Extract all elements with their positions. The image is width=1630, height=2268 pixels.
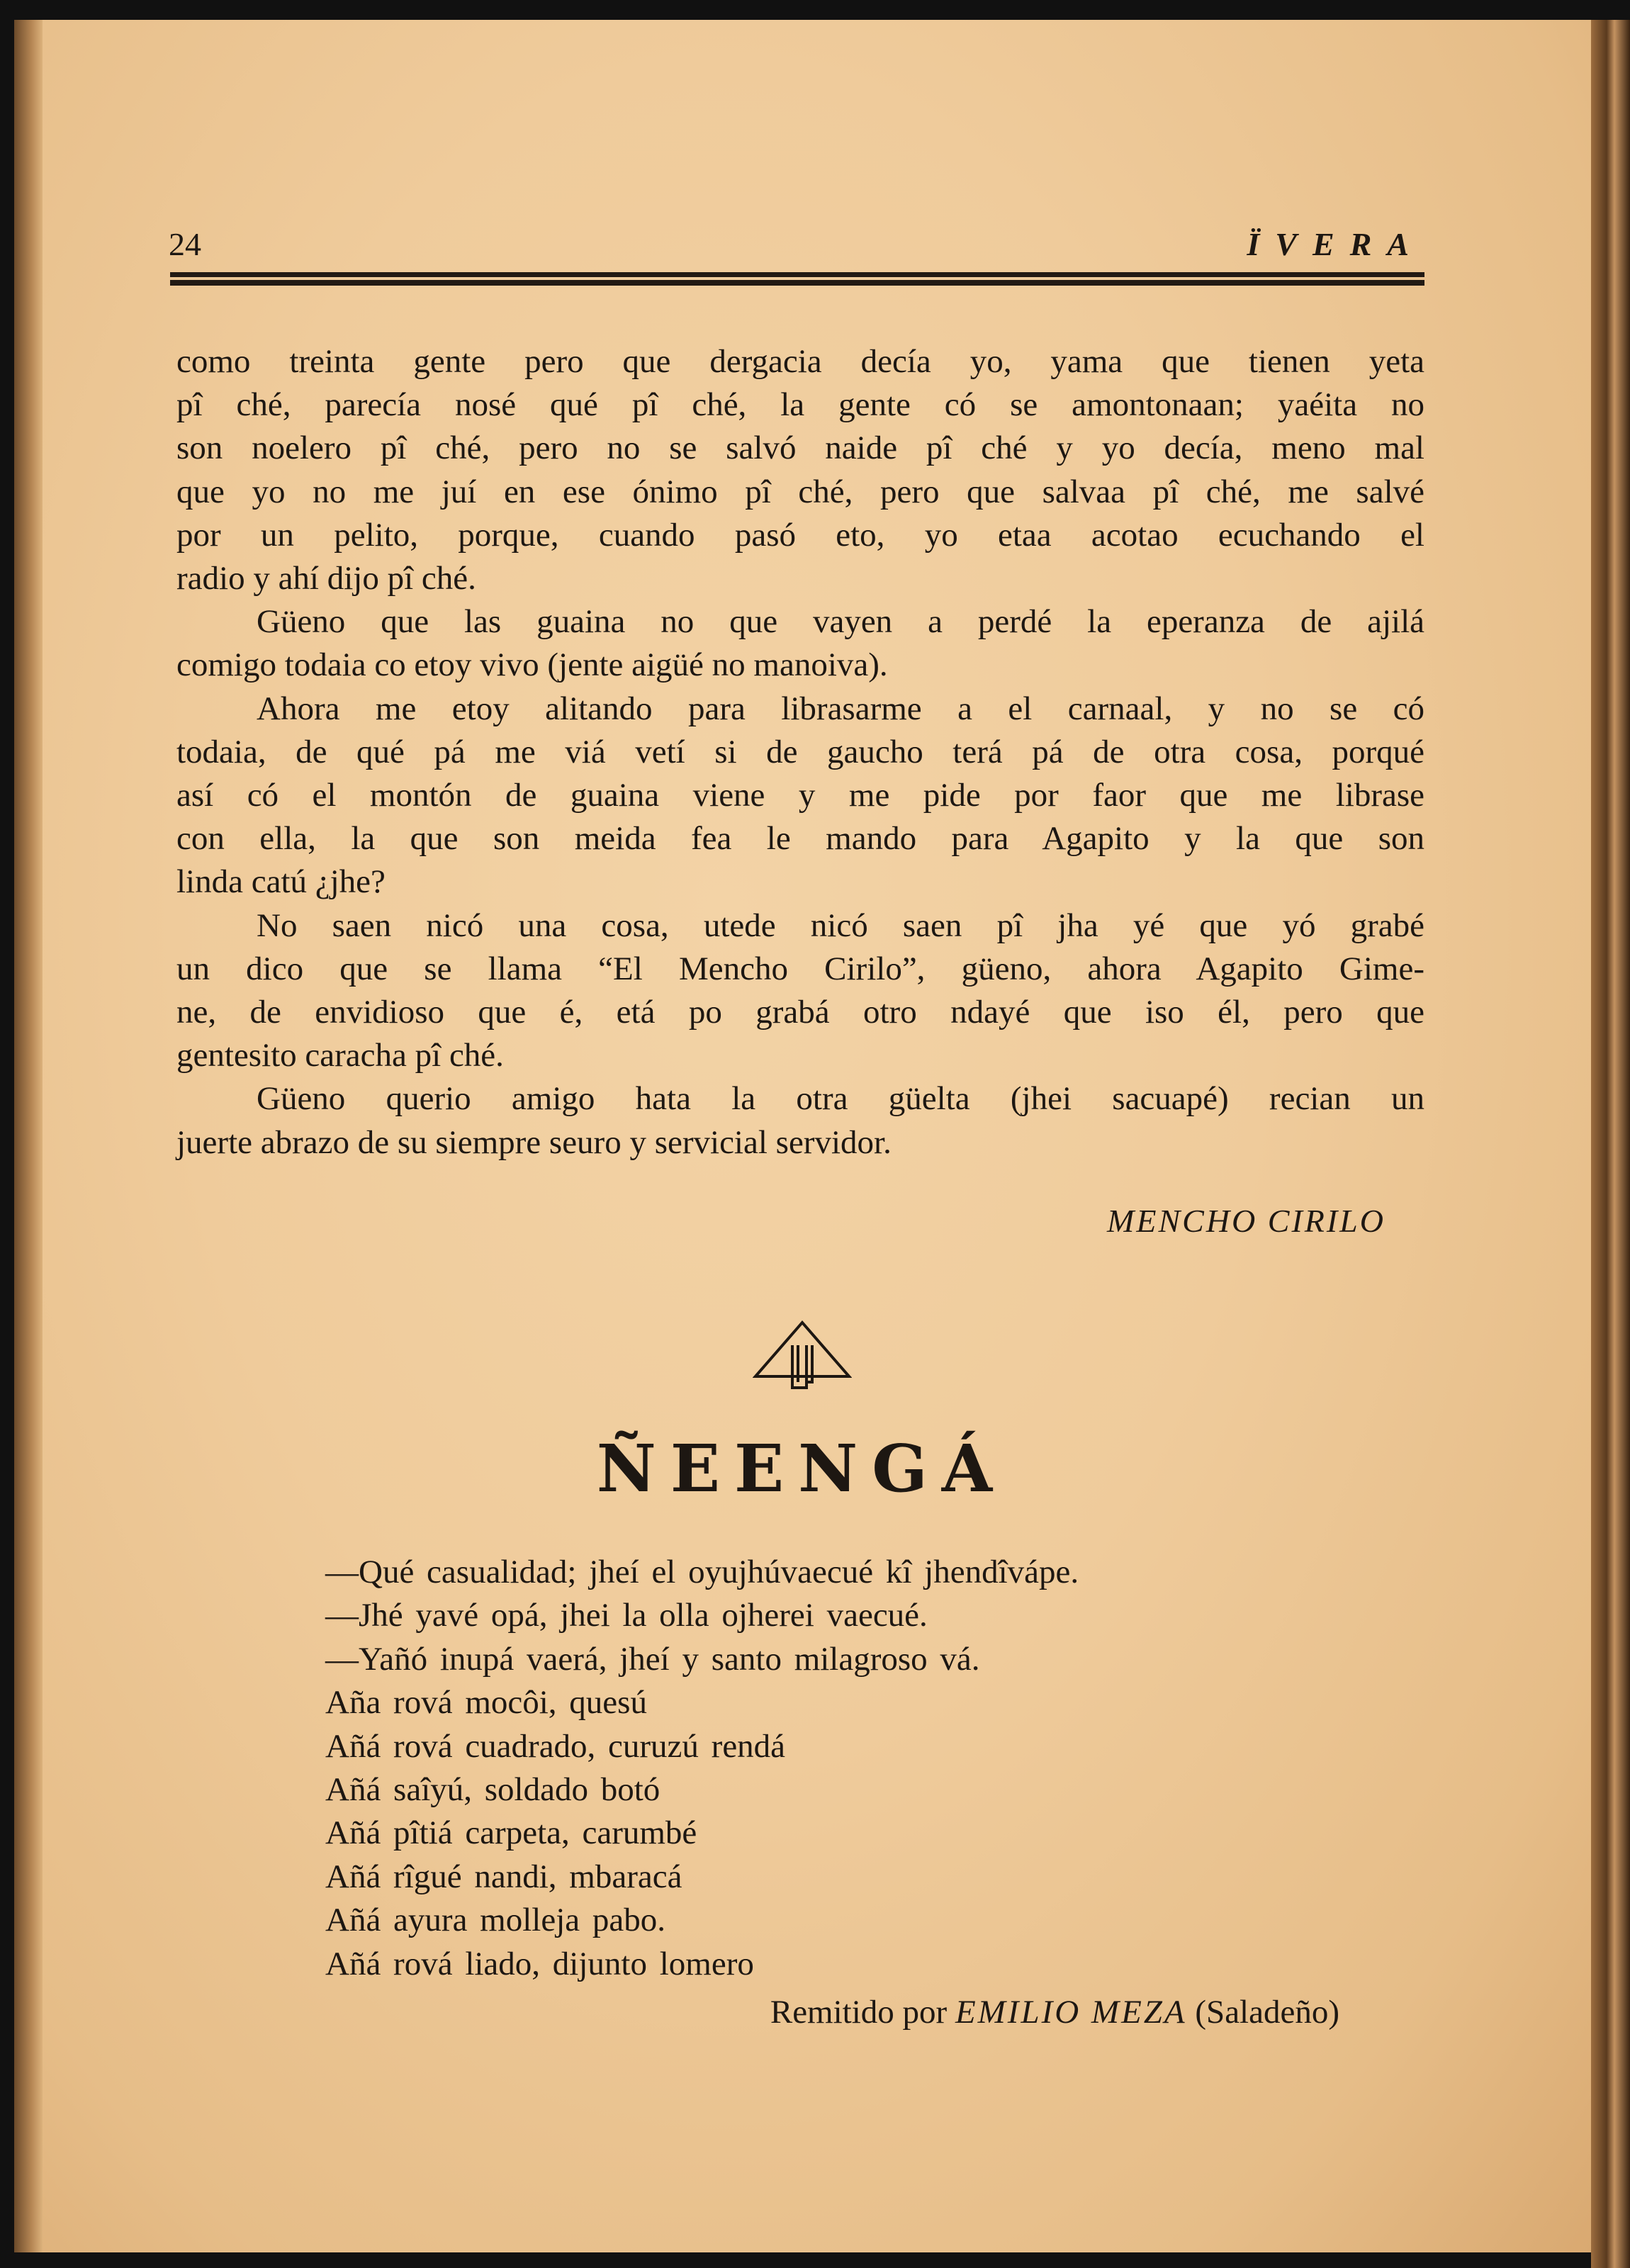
poem-line: Añá pîtiá carpeta, carumbé — [325, 1814, 697, 1852]
header-rule-top — [170, 272, 1424, 277]
running-title: ÏVERA — [1247, 226, 1424, 262]
credit-author: EMILIO MEZA — [955, 1994, 1187, 2031]
letter-line: como treinta gente pero que dergacia decía yo, yama que tienen yeta — [176, 343, 1424, 380]
poem-line: —Qué casualidad; jheí el oyujhúvaecué kî jhendîvápe. — [325, 1554, 1079, 1590]
ornament-triangle-icon — [753, 1320, 852, 1391]
letter-line: Ahora me etoy alitando para librasarme a el carnaal, y no se có — [257, 690, 1424, 727]
poem-line: Añá ayura molleja pabo. — [325, 1902, 665, 1939]
letter-line: gentesito caracha pî ché. — [176, 1037, 504, 1074]
letter-line: No saen nicó una cosa, utede nicó saen pî jha yé que yó grabé — [257, 906, 1424, 944]
letter-line: un dico que se llama “El Mencho Cirilo”, güeno, ahora Agapito Gime- — [176, 950, 1424, 987]
letter-line: juerte abrazo de su siempre seuro y servicial servidor. — [176, 1123, 892, 1161]
letter-line: radio y ahí dijo pî ché. — [176, 560, 476, 597]
letter-line: son noelero pî ché, pero no se salvó naide pî ché y yo decía, meno mal — [176, 430, 1424, 467]
letter-line: linda catú ¿jhe? — [176, 863, 386, 901]
credit-line — [770, 1993, 1339, 2031]
letter-line: Güeno que las guaina no que vayen a perdé la eperanza de ajilá — [257, 603, 1424, 641]
poem-line: Añá rová liado, dijunto lomero — [325, 1945, 754, 1982]
credit-prefix: Remitido por — [770, 1994, 948, 2031]
letter-signature: MENCHO CIRILO — [1107, 1203, 1386, 1239]
poem-line: Añá rová cuadrado, curuzú rendá — [325, 1727, 786, 1765]
page-edge — [1591, 20, 1630, 2268]
header-rule-bottom — [170, 280, 1424, 286]
letter-line: comigo todaia co etoy vivo (jente aigüé no manoiva). — [176, 646, 888, 684]
letter-line: por un pelito, porque, cuando pasó eto, yo etaa acotao ecuchando el — [176, 516, 1424, 554]
letter-line: con ella, la que son meida fea le mando para Agapito y la que son — [176, 820, 1424, 858]
poem-line: Aña rová mocôi, quesú — [325, 1684, 647, 1722]
letter-line: pî ché, parecía nosé qué pî ché, la gente có se amontonaan; yaéita no — [176, 386, 1424, 424]
letter-line: ne, de envidioso que é, etá po grabá otro ndayé que iso él, pero que — [176, 994, 1424, 1031]
poem-line: —Yañó inupá vaerá, jheí y santo milagroso vá. — [325, 1640, 980, 1678]
letter-line: todaia, de qué pá me viá vetí si de gaucho terá pá de otra cosa, porqué — [176, 733, 1424, 770]
section-title: ÑEENGÁ — [596, 1430, 1007, 1507]
credit-suffix: (Saladeño) — [1195, 1994, 1339, 2031]
poem-line: —Jhé yavé opá, jhei la olla ojherei vaecué. — [325, 1597, 928, 1634]
poem-line: Añá saîyú, soldado botó — [325, 1771, 661, 1808]
poem-line: Añá rîgué nandi, mbaracá — [325, 1858, 682, 1895]
letter-line: así có el montón de guaina viene y me pide por faor que me librase — [176, 777, 1424, 814]
book-binding — [14, 20, 43, 2252]
letter-line: que yo no me juí en ese ónimo pî ché, pero que salvaa pî ché, me salvé — [176, 473, 1424, 510]
letter-line: Güeno querio amigo hata la otra güelta (jhei sacuapé) recian un — [257, 1080, 1424, 1118]
page-number: 24 — [169, 226, 201, 262]
